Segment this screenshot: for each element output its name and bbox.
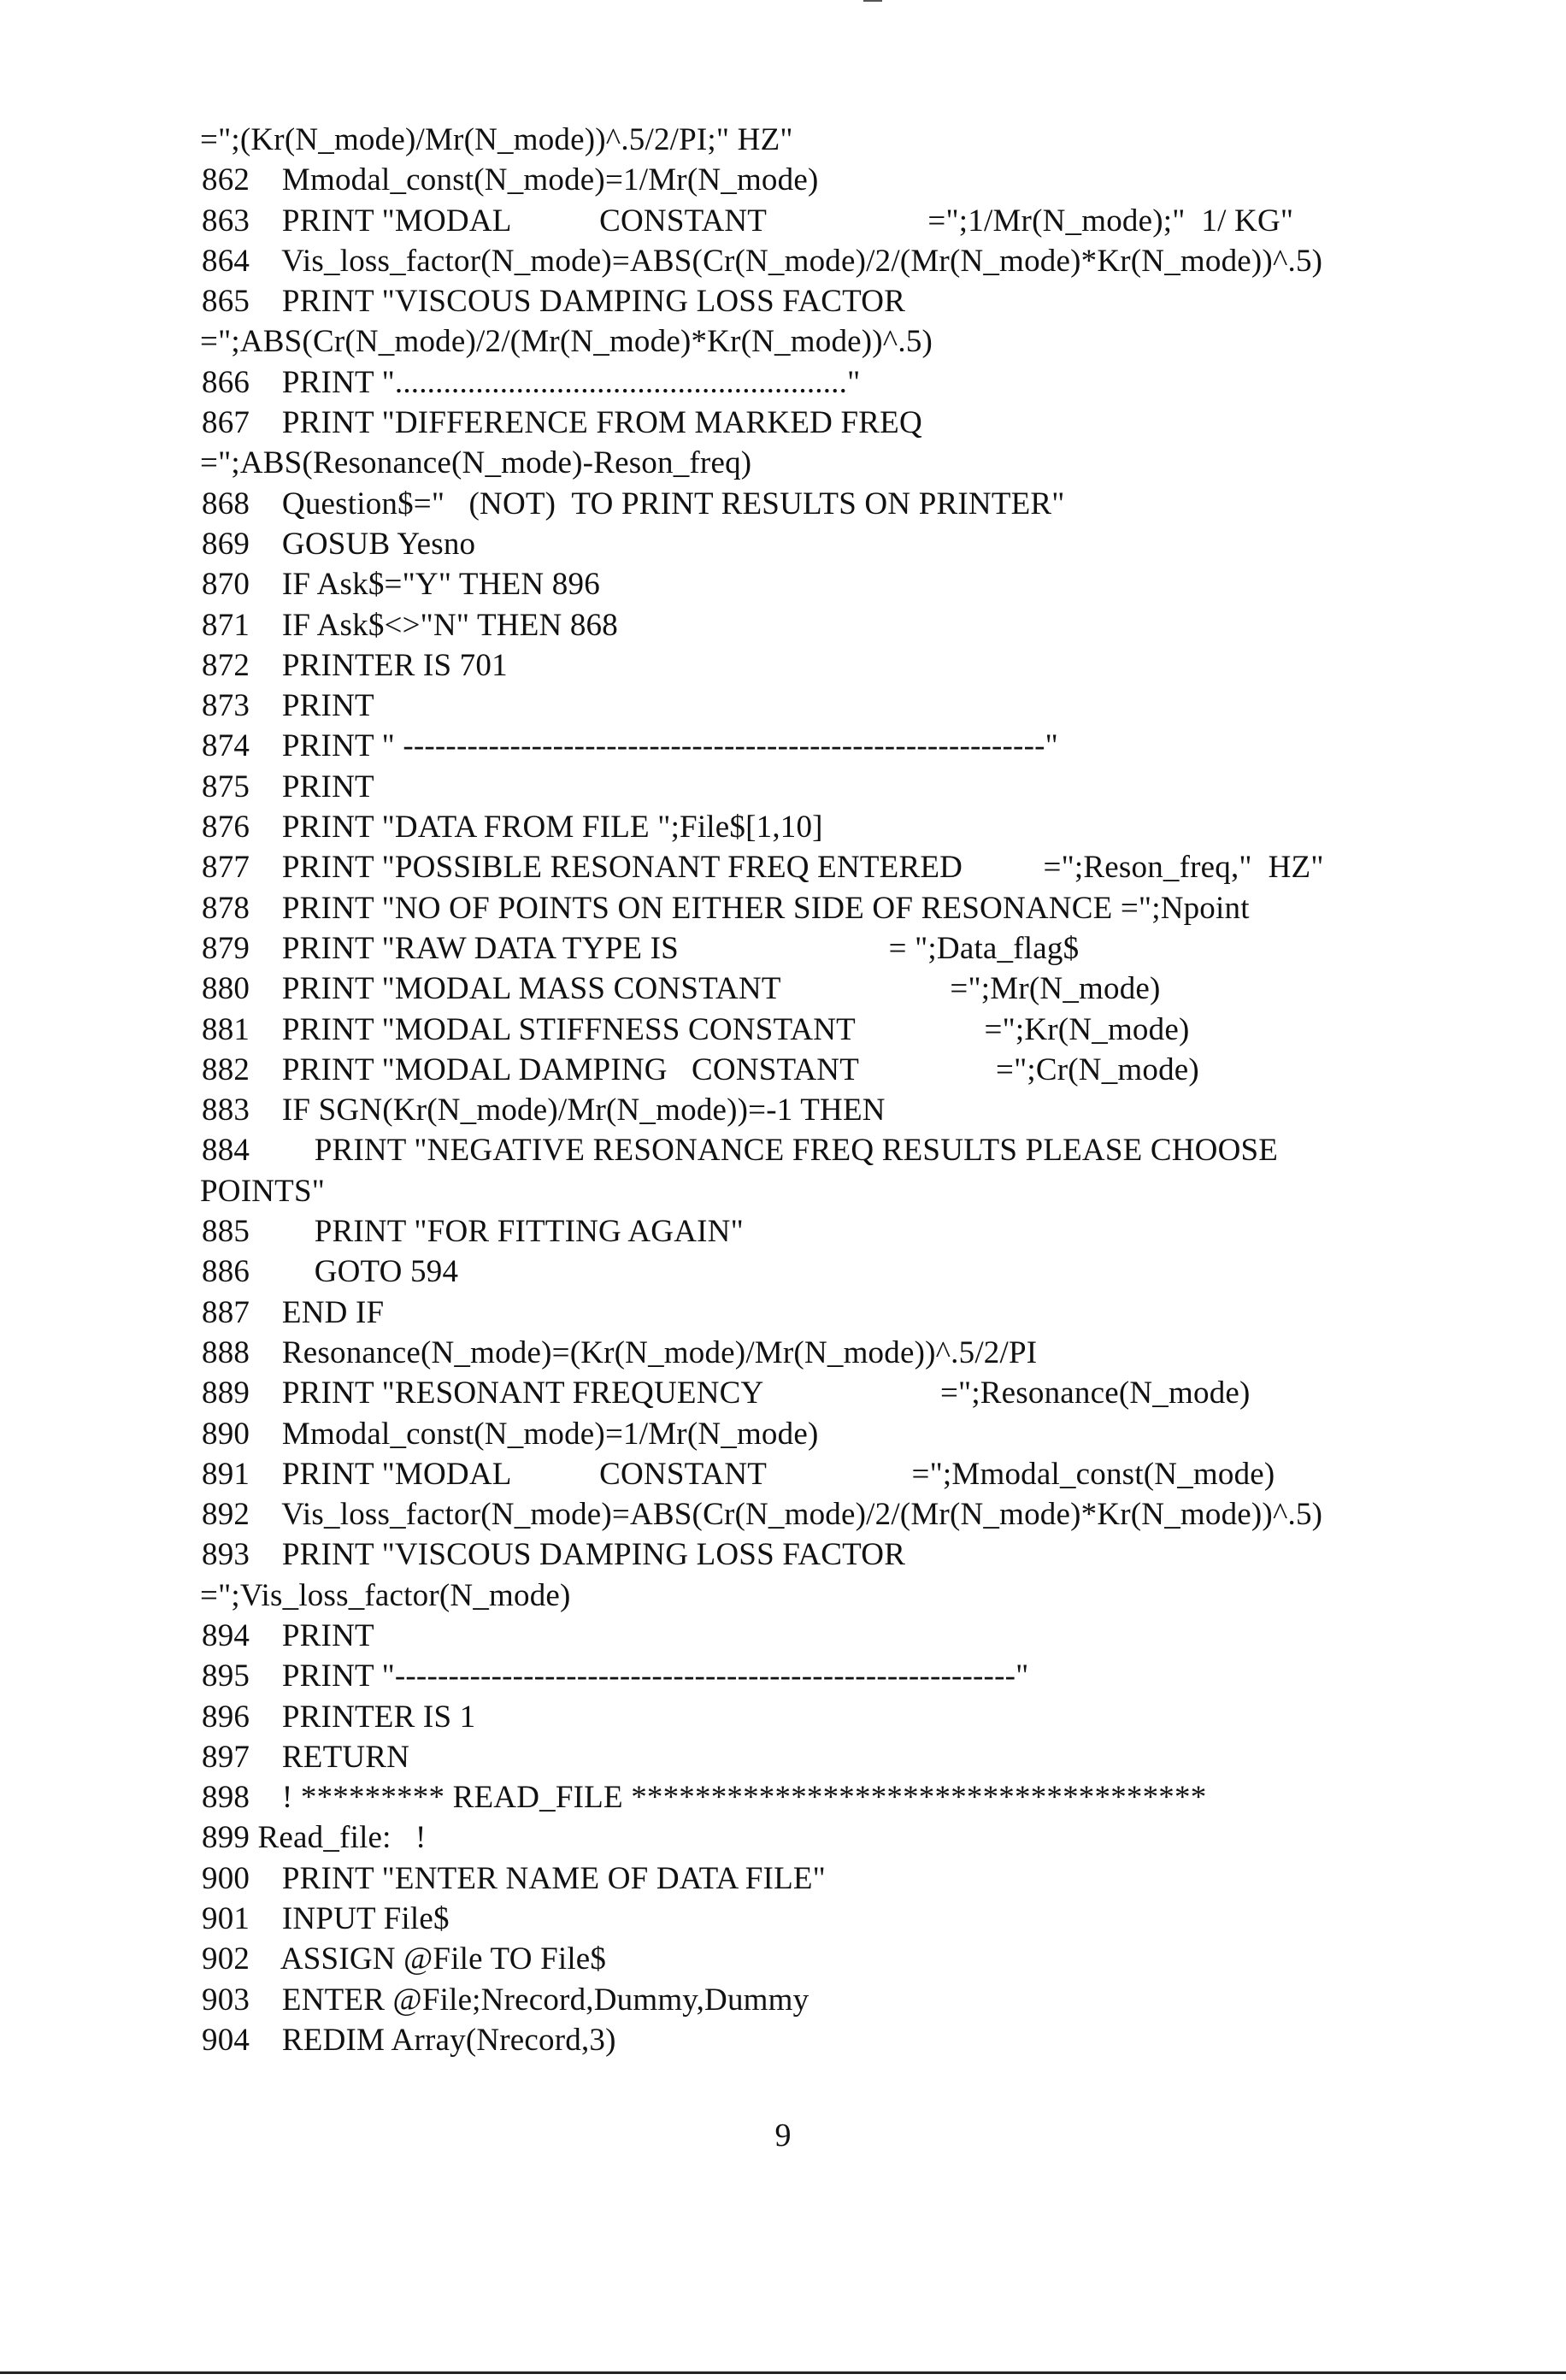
code-line: 876 PRINT "DATA FROM FILE ";File$[1,10] [202,810,823,845]
code-line: 871 IF Ask$<>"N" THEN 868 [202,607,618,643]
code-line: 881 PRINT "MODAL STIFFNESS CONSTANT =";Kr(N_mode) [202,1011,1190,1047]
code-line: =";ABS(Resonance(N_mode)-Reson_freq) [200,445,752,481]
code-line: 873 PRINT [202,688,374,724]
code-line: 879 PRINT "RAW DATA TYPE IS = ";Data_flag$ [202,930,1080,966]
code-line: 885 PRINT "FOR FITTING AGAIN" [202,1214,744,1250]
code-line: 897 RETURN [202,1739,410,1775]
code-line: =";(Kr(N_mode)/Mr(N_mode))^.5/2/PI;" HZ" [200,122,793,157]
code-line: 888 Resonance(N_mode)=(Kr(N_mode)/Mr(N_mode))^.5/2/PI [202,1334,1038,1370]
code-line: 895 PRINT "----------------------------------------------------------" [202,1658,1029,1694]
code-line: 862 Mmodal_const(N_mode)=1/Mr(N_mode) [202,162,819,198]
code-line: 892 Vis_loss_factor(N_mode)=ABS(Cr(N_mode)/2/(Mr(N_mode)*Kr(N_mode))^.5) [202,1497,1323,1533]
code-line: 901 INPUT File$ [202,1901,450,1937]
page-number: 9 [774,2118,792,2153]
code-line: 900 PRINT "ENTER NAME OF DATA FILE" [202,1860,826,1896]
code-line: 903 ENTER @File;Nrecord,Dummy,Dummy [202,1982,809,2018]
code-line: 868 Question$=" (NOT) TO PRINT RESULTS ON PRINTER" [202,486,1065,521]
code-line: 874 PRINT " ------------------------------------------------------------" [202,728,1058,764]
scan-mark [863,0,882,2]
code-line: 880 PRINT "MODAL MASS CONSTANT =";Mr(N_mode) [202,971,1161,1007]
code-line: 896 PRINTER IS 1 [202,1699,476,1735]
code-line: 902 ASSIGN @File TO File$ [202,1941,607,1977]
code-line: 865 PRINT "VISCOUS DAMPING LOSS FACTOR [202,284,906,320]
code-line: 889 PRINT "RESONANT FREQUENCY =";Resonance(N_mode) [202,1376,1251,1411]
code-line: 894 PRINT [202,1617,374,1653]
code-line: 878 PRINT "NO OF POINTS ON EITHER SIDE OF RESONANCE =";Npoint [202,890,1250,926]
code-line: 866 PRINT "........................................................" [202,364,861,400]
code-line: 898 ! ********* READ_FILE ************************************ [202,1780,1207,1816]
code-line: 863 PRINT "MODAL CONSTANT =";1/Mr(N_mode);" 1/ KG" [202,203,1294,239]
code-listing [202,120,1535,2060]
code-line: 893 PRINT "VISCOUS DAMPING LOSS FACTOR [202,1537,906,1573]
code-line: 882 PRINT "MODAL DAMPING CONSTANT =";Cr(N_mode) [202,1052,1199,1087]
code-line: 899 Read_file: ! [202,1820,427,1856]
code-line: 864 Vis_loss_factor(N_mode)=ABS(Cr(N_mode)/2/(Mr(N_mode)*Kr(N_mode))^.5) [202,243,1323,279]
code-line: 872 PRINTER IS 701 [202,647,508,683]
code-line: 884 PRINT "NEGATIVE RESONANCE FREQ RESULTS PLEASE CHOOSE [202,1133,1279,1169]
code-line: 867 PRINT "DIFFERENCE FROM MARKED FREQ [202,405,922,441]
code-line: 891 PRINT "MODAL CONSTANT =";Mmodal_const(N_mode) [202,1456,1275,1492]
page-bottom-rule [0,2371,1566,2374]
code-line: POINTS" [200,1173,326,1209]
code-line: 877 PRINT "POSSIBLE RESONANT FREQ ENTERED =";Reson_freq," HZ" [202,850,1324,886]
code-line: =";ABS(Cr(N_mode)/2/(Mr(N_mode)*Kr(N_mode))^.5) [200,324,933,360]
code-line: 904 REDIM Array(Nrecord,3) [202,2022,616,2058]
code-line: 883 IF SGN(Kr(N_mode)/Mr(N_mode))=-1 THEN [202,1093,886,1128]
code-line: 887 END IF [202,1294,385,1330]
code-line: 869 GOSUB Yesno [202,526,476,562]
code-line: 886 GOTO 594 [202,1254,459,1290]
code-line: =";Vis_loss_factor(N_mode) [200,1577,571,1613]
code-line: 875 PRINT [202,769,374,804]
code-line: 870 IF Ask$="Y" THEN 896 [202,567,600,603]
code-line: 890 Mmodal_const(N_mode)=1/Mr(N_mode) [202,1416,819,1452]
